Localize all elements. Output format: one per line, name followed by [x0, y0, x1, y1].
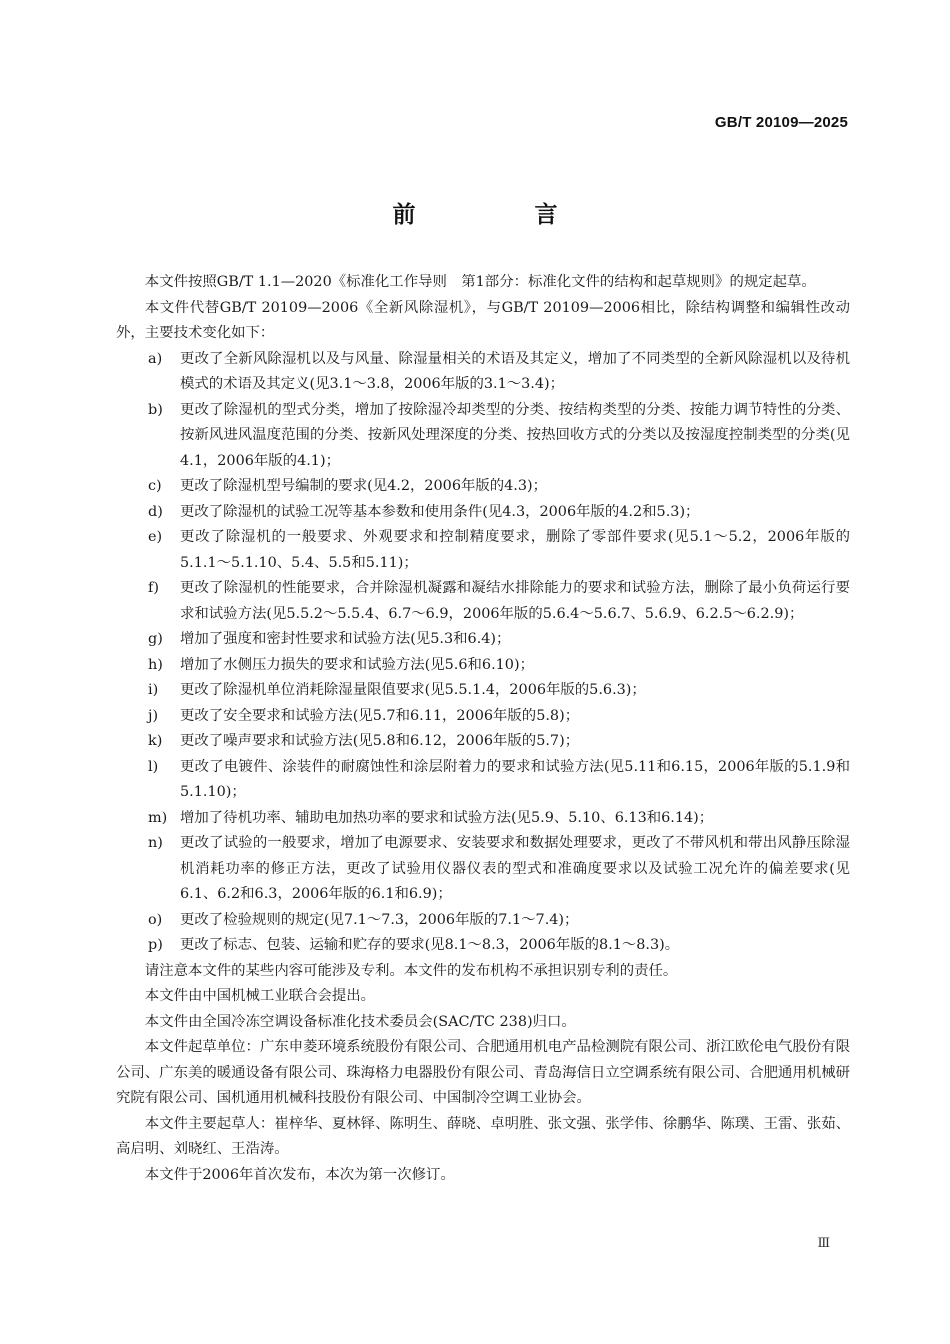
list-item: [116, 474, 850, 500]
list-item-text: 更改了噪声要求和试验方法(见5.8和6.12，2006年版的5.7)；: [180, 733, 580, 749]
paragraph-drafting-rules: 本文件按照GB/T 1.1—2020《标准化工作导则 第1部分：标准化文件的结构和起草规则》的规定起草。: [144, 274, 816, 290]
paragraph-patent-notice: 请注意本文件的某些内容可能涉及专利。本文件的发布机构不承担识别专利的责任。: [144, 962, 678, 979]
paragraph-drafters: 本文件主要起草人：崔梓华、夏林铎、陈明生、薛晓、卓明胜、张文强、张学伟、徐鹏华、陈璞、王雷、张茹、高启明、刘晓红、王浩涛。: [116, 1115, 850, 1157]
list-item-text: 更改了试验的一般要求，增加了电源要求、安装要求和数据处理要求，更改了不带风机和带出风静压除湿机消耗功率的修正方法，更改了试验用仪器仪表的型式和准确度要求以及试验工况允许的偏差要求(见6.1、6.2和6.3，2006年版的6.1和6.9)；: [180, 835, 850, 902]
list-item-label: c): [148, 478, 162, 494]
list-item-label: f): [148, 580, 159, 596]
changes-list: [116, 347, 850, 959]
list-item-label: k): [148, 733, 163, 749]
paragraph-revision-history: 本文件于2006年首次发布，本次为第一次修订。: [144, 1166, 455, 1183]
list-item-text: 更改了检验规则的规定(见7.1～7.3，2006年版的7.1～7.4)；: [180, 911, 579, 928]
list-item: [116, 576, 850, 627]
list-item-text: 更改了除湿机的试验工况等基本参数和使用条件(见4.3，2006年版的4.2和5.3)；: [180, 503, 700, 520]
list-item-label: n): [148, 835, 163, 851]
list-item: [116, 755, 850, 806]
list-item-label: d): [148, 503, 163, 520]
list-item-label: a): [148, 350, 163, 367]
list-item-text: 增加了强度和密封性要求和试验方法(见5.3和6.4)；: [180, 631, 511, 647]
list-item: [116, 398, 850, 475]
list-item-label: i): [148, 682, 159, 698]
list-item-text: 更改了标志、包装、运输和贮存的要求(见8.1～8.3，2006年版的8.1～8.3)。: [180, 937, 680, 953]
list-item: [116, 908, 850, 934]
list-item: [116, 653, 850, 679]
list-item-label: b): [148, 401, 163, 418]
list-item: [116, 933, 850, 959]
list-item: [116, 347, 850, 398]
paragraph-proposed-by: 本文件由中国机械工业联合会提出。: [144, 988, 376, 1004]
list-item-text: 更改了除湿机的性能要求，合并除湿机凝露和凝结水排除能力的要求和试验方法，删除了最小负荷运行要求和试验方法(见5.5.2～5.5.4、6.7～6.9，2006年版的5.6.4～5.6.7、5.6.9、6.2.5～6.2.9)；: [180, 580, 850, 622]
list-item-label: h): [148, 656, 163, 673]
list-item-text: 更改了除湿机的一般要求、外观要求和控制精度要求，删除了零部件要求(见5.1～5.2，2006年版的5.1.1～5.1.10、5.4、5.5和5.11)；: [180, 529, 850, 571]
paragraph-replaces-standard: 本文件代替GB/T 20109—2006《全新风除湿机》，与GB/T 20109—2006相比，除结构调整和编辑性改动外，主要技术变化如下：: [116, 299, 850, 341]
standard-code-header: GB/T 20109—2025: [714, 114, 848, 131]
list-item-text: 增加了水侧压力损失的要求和试验方法(见5.6和6.10)；: [180, 656, 534, 673]
list-item-label: m): [148, 809, 168, 826]
list-item: [116, 678, 850, 704]
list-item-text: 更改了全新风除湿机以及与风量、除湿量相关的术语及其定义，增加了不同类型的全新风除湿机以及待机模式的术语及其定义(见3.1～3.8，2006年版的3.1～3.4)；: [180, 350, 850, 392]
list-item-text: 增加了待机功率、辅助电加热功率的要求和试验方法(见5.9、5.10、6.13和6.14)；: [180, 809, 714, 826]
list-item-text: 更改了安全要求和试验方法(见5.7和6.11，2006年版的5.8)；: [180, 707, 580, 724]
paragraph-centralized-by: 本文件由全国冷冻空调设备标准化技术委员会(SAC/TC 238)归口。: [144, 1013, 576, 1030]
list-item-label: g): [148, 631, 163, 647]
list-item-label: e): [148, 529, 163, 545]
list-item-text: 更改了除湿机的型式分类，增加了按除湿冷却类型的分类、按结构类型的分类、按能力调节特性的分类、按新风进风温度范围的分类、按新风处理深度的分类、按热回收方式的分类以及按湿度控制类型的分类(见4.1，2006年版的4.1)；: [180, 401, 850, 469]
list-item-text: 更改了除湿机型号编制的要求(见4.2，2006年版的4.3)；: [180, 478, 548, 494]
page-title: 前 言: [392, 202, 606, 228]
list-item-label: p): [148, 937, 163, 953]
foreword-body: [116, 270, 850, 1188]
page-number: Ⅲ: [817, 1236, 830, 1251]
list-item: [116, 704, 850, 730]
list-item-text: 更改了电镀件、涂装件的耐腐蚀性和涂层附着力的要求和试验方法(见5.11和6.15，2006年版的5.1.9和5.1.10)；: [180, 758, 850, 800]
list-item-label: j): [148, 707, 159, 724]
paragraph-drafting-organizations: 本文件起草单位：广东申菱环境系统股份有限公司、合肥通用机电产品检测院有限公司、浙江欧伦电气股份有限公司、广东美的暖通设备有限公司、珠海格力电器股份有限公司、青岛海信日立空调系统有限公司、合肥通用机械研究院有限公司、国机通用机械科技股份有限公司、中国制冷空调工业协会。: [116, 1039, 850, 1106]
list-item: [116, 500, 850, 526]
list-item-text: 更改了除湿机单位消耗除湿量限值要求(见5.5.1.4，2006年版的5.6.3)；: [180, 682, 646, 698]
list-item: [116, 627, 850, 653]
list-item: [116, 806, 850, 832]
list-item-label: o): [148, 911, 163, 928]
list-item: [116, 831, 850, 908]
list-item: [116, 525, 850, 576]
list-item-label: l): [148, 758, 159, 775]
list-item: [116, 729, 850, 755]
